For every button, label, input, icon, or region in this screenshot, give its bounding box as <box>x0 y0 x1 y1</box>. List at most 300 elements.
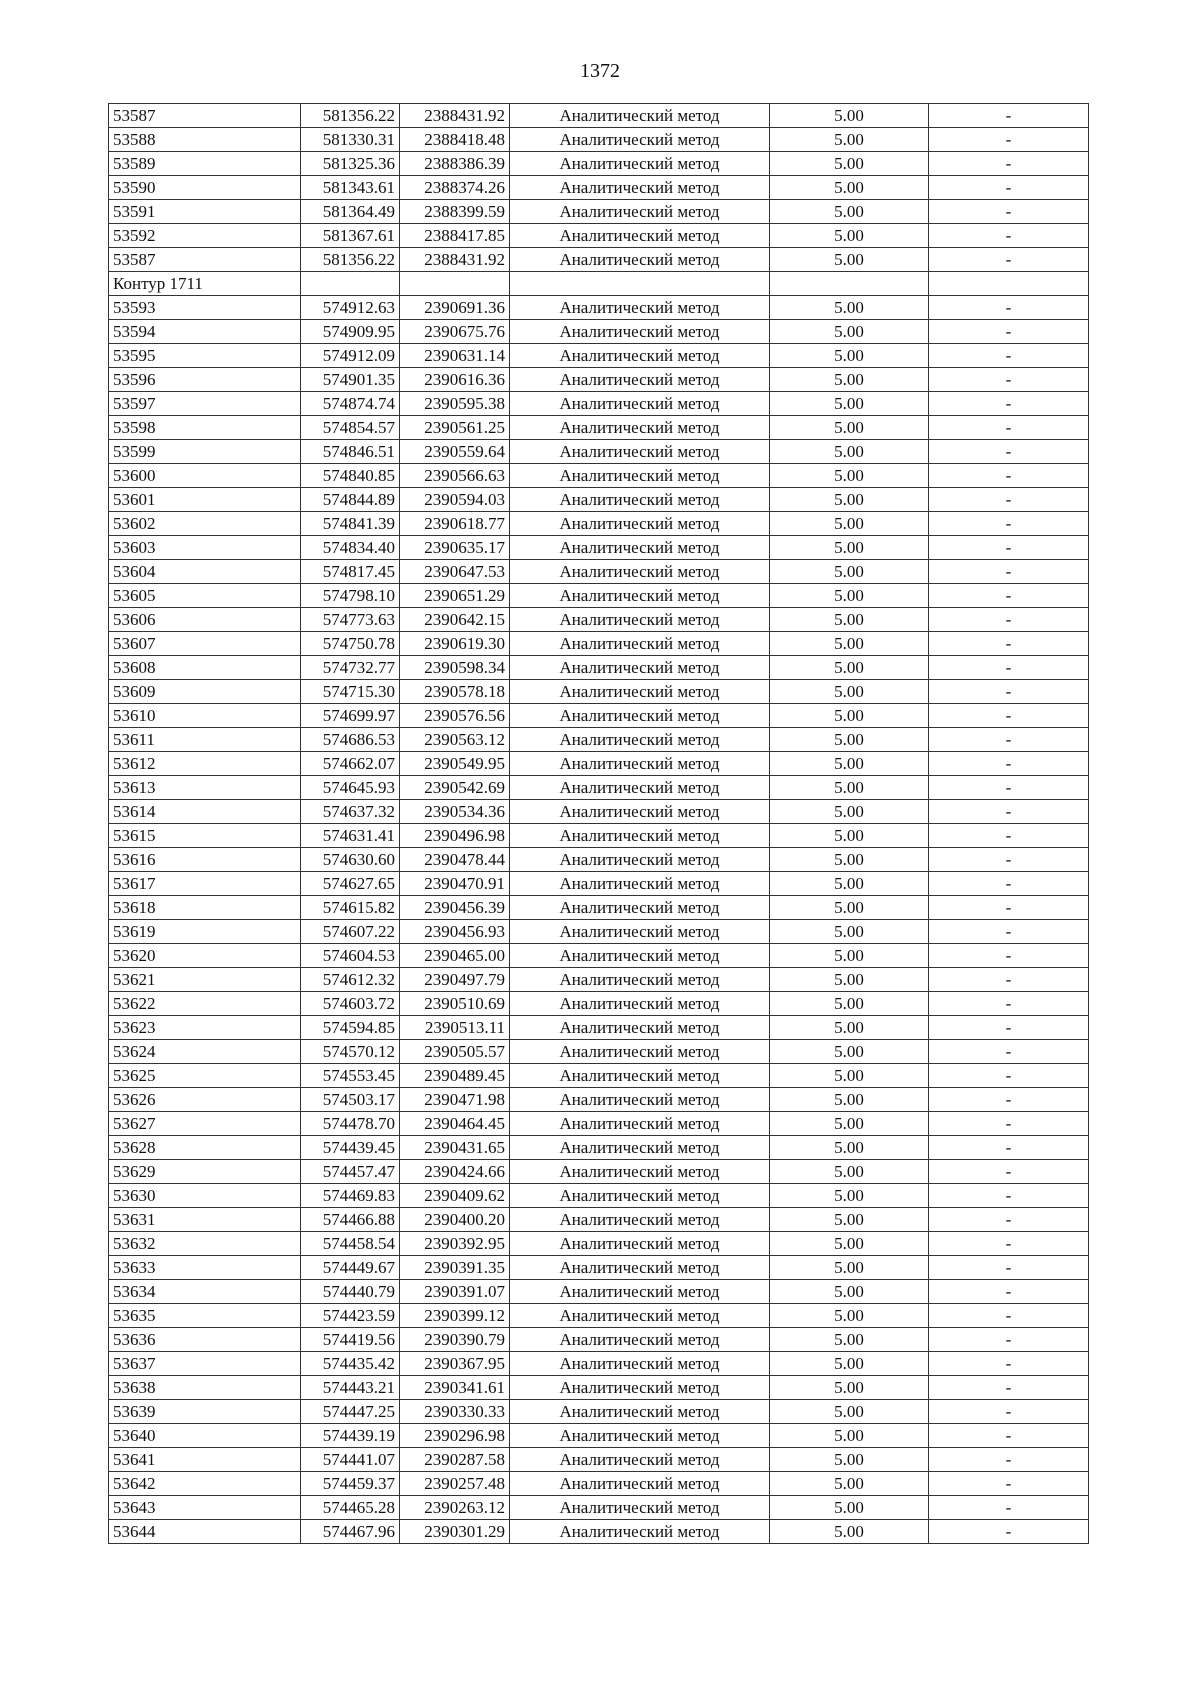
description-cell: - <box>929 128 1089 152</box>
x-coordinate-cell: 574846.51 <box>301 440 400 464</box>
method-cell: Аналитический метод <box>510 872 770 896</box>
description-cell: - <box>929 800 1089 824</box>
table-row <box>109 1448 1089 1472</box>
y-coordinate-cell: 2390456.93 <box>400 920 510 944</box>
accuracy-cell: 5.00 <box>770 1280 929 1304</box>
x-coordinate-cell: 574553.45 <box>301 1064 400 1088</box>
accuracy-cell: 5.00 <box>770 1472 929 1496</box>
coordinates-table <box>108 103 1089 1544</box>
description-cell: - <box>929 1400 1089 1424</box>
y-coordinate-cell: 2390578.18 <box>400 680 510 704</box>
method-cell: Аналитический метод <box>510 1232 770 1256</box>
method-cell: Аналитический метод <box>510 416 770 440</box>
table-row <box>109 656 1089 680</box>
method-cell: Аналитический метод <box>510 1280 770 1304</box>
method-cell: Аналитический метод <box>510 368 770 392</box>
method-cell: Аналитический метод <box>510 968 770 992</box>
method-cell: Аналитический метод <box>510 656 770 680</box>
point-id-cell: 53626 <box>109 1088 301 1112</box>
table-row <box>109 392 1089 416</box>
point-id-cell: 53617 <box>109 872 301 896</box>
y-coordinate-cell: 2390510.69 <box>400 992 510 1016</box>
y-coordinate-cell: 2390489.45 <box>400 1064 510 1088</box>
x-coordinate-cell: 574715.30 <box>301 680 400 704</box>
y-coordinate-cell: 2390618.77 <box>400 512 510 536</box>
accuracy-cell: 5.00 <box>770 656 929 680</box>
point-id-cell: 53638 <box>109 1376 301 1400</box>
description-cell: - <box>929 440 1089 464</box>
description-cell: - <box>929 464 1089 488</box>
method-cell: Аналитический метод <box>510 1496 770 1520</box>
x-coordinate-cell: 574750.78 <box>301 632 400 656</box>
y-coordinate-cell: 2390465.00 <box>400 944 510 968</box>
accuracy-cell: 5.00 <box>770 128 929 152</box>
accuracy-cell: 5.00 <box>770 152 929 176</box>
point-id-cell: 53599 <box>109 440 301 464</box>
x-coordinate-cell: 574630.60 <box>301 848 400 872</box>
point-id-cell: 53615 <box>109 824 301 848</box>
table-row <box>109 512 1089 536</box>
table-row <box>109 728 1089 752</box>
table-row <box>109 800 1089 824</box>
x-coordinate-cell: 574645.93 <box>301 776 400 800</box>
point-id-cell: 53587 <box>109 104 301 128</box>
accuracy-cell: 5.00 <box>770 1040 929 1064</box>
description-cell: - <box>929 200 1089 224</box>
point-id-cell: 53605 <box>109 584 301 608</box>
method-cell: Аналитический метод <box>510 728 770 752</box>
point-id-cell: 53611 <box>109 728 301 752</box>
accuracy-cell: 5.00 <box>770 464 929 488</box>
point-id-cell: 53640 <box>109 1424 301 1448</box>
method-cell: Аналитический метод <box>510 1520 770 1544</box>
point-id-cell: 53639 <box>109 1400 301 1424</box>
accuracy-cell: 5.00 <box>770 896 929 920</box>
description-cell: - <box>929 704 1089 728</box>
method-cell: Аналитический метод <box>510 752 770 776</box>
point-id-cell: 53631 <box>109 1208 301 1232</box>
table-row <box>109 608 1089 632</box>
table-row <box>109 968 1089 992</box>
accuracy-cell: 5.00 <box>770 608 929 632</box>
table-row <box>109 248 1089 272</box>
y-coordinate-cell: 2390563.12 <box>400 728 510 752</box>
point-id-cell: 53627 <box>109 1112 301 1136</box>
description-cell: - <box>929 1160 1089 1184</box>
y-coordinate-cell: 2390424.66 <box>400 1160 510 1184</box>
x-coordinate-cell: 581367.61 <box>301 224 400 248</box>
x-coordinate-cell: 574662.07 <box>301 752 400 776</box>
point-id-cell: 53619 <box>109 920 301 944</box>
table-row <box>109 368 1089 392</box>
accuracy-cell: 5.00 <box>770 440 929 464</box>
description-cell: - <box>929 680 1089 704</box>
table-row <box>109 1400 1089 1424</box>
x-coordinate-cell: 574594.85 <box>301 1016 400 1040</box>
table-row <box>109 1232 1089 1256</box>
y-coordinate-cell: 2388431.92 <box>400 248 510 272</box>
accuracy-cell: 5.00 <box>770 1064 929 1088</box>
method-cell <box>510 272 770 296</box>
x-coordinate-cell: 574604.53 <box>301 944 400 968</box>
x-coordinate-cell: 574439.19 <box>301 1424 400 1448</box>
x-coordinate-cell: 574449.67 <box>301 1256 400 1280</box>
table-row <box>109 896 1089 920</box>
contour-label: Контур 1711 <box>109 272 301 296</box>
y-coordinate-cell: 2390594.03 <box>400 488 510 512</box>
method-cell: Аналитический метод <box>510 1208 770 1232</box>
description-cell: - <box>929 608 1089 632</box>
point-id-cell: 53594 <box>109 320 301 344</box>
accuracy-cell: 5.00 <box>770 344 929 368</box>
table-row <box>109 1112 1089 1136</box>
table-row <box>109 440 1089 464</box>
method-cell: Аналитический метод <box>510 608 770 632</box>
x-coordinate-cell: 574441.07 <box>301 1448 400 1472</box>
y-coordinate-cell: 2390675.76 <box>400 320 510 344</box>
accuracy-cell: 5.00 <box>770 704 929 728</box>
description-cell: - <box>929 1304 1089 1328</box>
description-cell: - <box>929 320 1089 344</box>
method-cell: Аналитический метод <box>510 296 770 320</box>
description-cell <box>929 272 1089 296</box>
accuracy-cell: 5.00 <box>770 512 929 536</box>
point-id-cell: 53596 <box>109 368 301 392</box>
x-coordinate-cell: 574457.47 <box>301 1160 400 1184</box>
table-row <box>109 632 1089 656</box>
x-coordinate-cell: 581343.61 <box>301 176 400 200</box>
method-cell: Аналитический метод <box>510 464 770 488</box>
method-cell: Аналитический метод <box>510 680 770 704</box>
accuracy-cell: 5.00 <box>770 248 929 272</box>
y-coordinate-cell: 2390296.98 <box>400 1424 510 1448</box>
method-cell: Аналитический метод <box>510 1400 770 1424</box>
table-row <box>109 1256 1089 1280</box>
x-coordinate-cell: 581356.22 <box>301 104 400 128</box>
y-coordinate-cell: 2390471.98 <box>400 1088 510 1112</box>
description-cell: - <box>929 1232 1089 1256</box>
accuracy-cell: 5.00 <box>770 1496 929 1520</box>
x-coordinate-cell: 574834.40 <box>301 536 400 560</box>
method-cell: Аналитический метод <box>510 1088 770 1112</box>
description-cell: - <box>929 632 1089 656</box>
table-row <box>109 296 1089 320</box>
y-coordinate-cell: 2390391.35 <box>400 1256 510 1280</box>
x-coordinate-cell: 574612.32 <box>301 968 400 992</box>
description-cell: - <box>929 896 1089 920</box>
description-cell: - <box>929 1040 1089 1064</box>
table-row <box>109 200 1089 224</box>
y-coordinate-cell: 2388374.26 <box>400 176 510 200</box>
x-coordinate-cell: 574627.65 <box>301 872 400 896</box>
accuracy-cell: 5.00 <box>770 968 929 992</box>
description-cell: - <box>929 512 1089 536</box>
y-coordinate-cell: 2390651.29 <box>400 584 510 608</box>
accuracy-cell: 5.00 <box>770 1112 929 1136</box>
x-coordinate-cell: 574443.21 <box>301 1376 400 1400</box>
table-row <box>109 1016 1089 1040</box>
accuracy-cell: 5.00 <box>770 872 929 896</box>
y-coordinate-cell <box>400 272 510 296</box>
x-coordinate-cell: 574435.42 <box>301 1352 400 1376</box>
table-row <box>109 1064 1089 1088</box>
page-number: 1372 <box>580 60 620 82</box>
y-coordinate-cell: 2388399.59 <box>400 200 510 224</box>
x-coordinate-cell: 574841.39 <box>301 512 400 536</box>
method-cell: Аналитический метод <box>510 848 770 872</box>
accuracy-cell: 5.00 <box>770 224 929 248</box>
point-id-cell: 53618 <box>109 896 301 920</box>
y-coordinate-cell: 2390619.30 <box>400 632 510 656</box>
method-cell: Аналитический метод <box>510 776 770 800</box>
x-coordinate-cell: 574631.41 <box>301 824 400 848</box>
table-row <box>109 1472 1089 1496</box>
x-coordinate-cell: 574798.10 <box>301 584 400 608</box>
method-cell: Аналитический метод <box>510 440 770 464</box>
description-cell: - <box>929 1352 1089 1376</box>
y-coordinate-cell: 2390505.57 <box>400 1040 510 1064</box>
point-id-cell: 53588 <box>109 128 301 152</box>
method-cell: Аналитический метод <box>510 992 770 1016</box>
description-cell: - <box>929 920 1089 944</box>
accuracy-cell: 5.00 <box>770 944 929 968</box>
description-cell: - <box>929 1520 1089 1544</box>
description-cell: - <box>929 1280 1089 1304</box>
point-id-cell: 53609 <box>109 680 301 704</box>
x-coordinate-cell: 574686.53 <box>301 728 400 752</box>
method-cell: Аналитический метод <box>510 944 770 968</box>
x-coordinate-cell: 574699.97 <box>301 704 400 728</box>
table-row <box>109 704 1089 728</box>
table-row <box>109 416 1089 440</box>
method-cell: Аналитический метод <box>510 1040 770 1064</box>
description-cell: - <box>929 1448 1089 1472</box>
table-row <box>109 752 1089 776</box>
accuracy-cell: 5.00 <box>770 176 929 200</box>
table-row <box>109 1520 1089 1544</box>
method-cell: Аналитический метод <box>510 584 770 608</box>
x-coordinate-cell: 574607.22 <box>301 920 400 944</box>
table-row <box>109 944 1089 968</box>
method-cell: Аналитический метод <box>510 1160 770 1184</box>
point-id-cell: 53613 <box>109 776 301 800</box>
point-id-cell: 53637 <box>109 1352 301 1376</box>
x-coordinate-cell: 574423.59 <box>301 1304 400 1328</box>
y-coordinate-cell: 2390263.12 <box>400 1496 510 1520</box>
accuracy-cell: 5.00 <box>770 752 929 776</box>
y-coordinate-cell: 2390456.39 <box>400 896 510 920</box>
table-row <box>109 992 1089 1016</box>
accuracy-cell: 5.00 <box>770 1328 929 1352</box>
x-coordinate-cell: 581364.49 <box>301 200 400 224</box>
point-id-cell: 53592 <box>109 224 301 248</box>
y-coordinate-cell: 2390301.29 <box>400 1520 510 1544</box>
method-cell: Аналитический метод <box>510 560 770 584</box>
point-id-cell: 53595 <box>109 344 301 368</box>
description-cell: - <box>929 1496 1089 1520</box>
x-coordinate-cell: 574439.45 <box>301 1136 400 1160</box>
method-cell: Аналитический метод <box>510 920 770 944</box>
description-cell: - <box>929 536 1089 560</box>
point-id-cell: 53642 <box>109 1472 301 1496</box>
method-cell: Аналитический метод <box>510 1112 770 1136</box>
method-cell: Аналитический метод <box>510 344 770 368</box>
method-cell: Аналитический метод <box>510 104 770 128</box>
x-coordinate-cell: 574465.28 <box>301 1496 400 1520</box>
x-coordinate-cell: 581325.36 <box>301 152 400 176</box>
method-cell: Аналитический метод <box>510 536 770 560</box>
description-cell: - <box>929 1088 1089 1112</box>
description-cell: - <box>929 992 1089 1016</box>
accuracy-cell <box>770 272 929 296</box>
accuracy-cell: 5.00 <box>770 1520 929 1544</box>
accuracy-cell: 5.00 <box>770 200 929 224</box>
description-cell: - <box>929 248 1089 272</box>
accuracy-cell: 5.00 <box>770 680 929 704</box>
method-cell: Аналитический метод <box>510 200 770 224</box>
table-row <box>109 680 1089 704</box>
description-cell: - <box>929 1208 1089 1232</box>
x-coordinate-cell: 574844.89 <box>301 488 400 512</box>
y-coordinate-cell: 2390566.63 <box>400 464 510 488</box>
accuracy-cell: 5.00 <box>770 728 929 752</box>
description-cell: - <box>929 416 1089 440</box>
accuracy-cell: 5.00 <box>770 1400 929 1424</box>
x-coordinate-cell: 574912.63 <box>301 296 400 320</box>
accuracy-cell: 5.00 <box>770 824 929 848</box>
point-id-cell: 53608 <box>109 656 301 680</box>
x-coordinate-cell: 574901.35 <box>301 368 400 392</box>
point-id-cell: 53633 <box>109 1256 301 1280</box>
method-cell: Аналитический метод <box>510 704 770 728</box>
accuracy-cell: 5.00 <box>770 296 929 320</box>
y-coordinate-cell: 2390513.11 <box>400 1016 510 1040</box>
point-id-cell: 53597 <box>109 392 301 416</box>
x-coordinate-cell: 581330.31 <box>301 128 400 152</box>
table-row <box>109 536 1089 560</box>
table-row <box>109 872 1089 896</box>
table-row <box>109 776 1089 800</box>
table-row <box>109 464 1089 488</box>
accuracy-cell: 5.00 <box>770 1088 929 1112</box>
accuracy-cell: 5.00 <box>770 632 929 656</box>
point-id-cell: 53641 <box>109 1448 301 1472</box>
y-coordinate-cell: 2388418.48 <box>400 128 510 152</box>
description-cell: - <box>929 344 1089 368</box>
accuracy-cell: 5.00 <box>770 104 929 128</box>
table-row <box>109 1328 1089 1352</box>
y-coordinate-cell: 2390399.12 <box>400 1304 510 1328</box>
method-cell: Аналитический метод <box>510 1448 770 1472</box>
y-coordinate-cell: 2390631.14 <box>400 344 510 368</box>
y-coordinate-cell: 2390559.64 <box>400 440 510 464</box>
x-coordinate-cell <box>301 272 400 296</box>
point-id-cell: 53629 <box>109 1160 301 1184</box>
x-coordinate-cell: 574840.85 <box>301 464 400 488</box>
description-cell: - <box>929 752 1089 776</box>
x-coordinate-cell: 574615.82 <box>301 896 400 920</box>
y-coordinate-cell: 2390470.91 <box>400 872 510 896</box>
x-coordinate-cell: 581356.22 <box>301 248 400 272</box>
y-coordinate-cell: 2390497.79 <box>400 968 510 992</box>
table-row <box>109 1184 1089 1208</box>
y-coordinate-cell: 2388386.39 <box>400 152 510 176</box>
accuracy-cell: 5.00 <box>770 488 929 512</box>
y-coordinate-cell: 2390287.58 <box>400 1448 510 1472</box>
description-cell: - <box>929 152 1089 176</box>
method-cell: Аналитический метод <box>510 1376 770 1400</box>
y-coordinate-cell: 2390598.34 <box>400 656 510 680</box>
table-row <box>109 224 1089 248</box>
y-coordinate-cell: 2390341.61 <box>400 1376 510 1400</box>
point-id-cell: 53616 <box>109 848 301 872</box>
accuracy-cell: 5.00 <box>770 1376 929 1400</box>
method-cell: Аналитический метод <box>510 224 770 248</box>
x-coordinate-cell: 574466.88 <box>301 1208 400 1232</box>
method-cell: Аналитический метод <box>510 152 770 176</box>
y-coordinate-cell: 2390642.15 <box>400 608 510 632</box>
table-row <box>109 176 1089 200</box>
method-cell: Аналитический метод <box>510 896 770 920</box>
point-id-cell: 53607 <box>109 632 301 656</box>
y-coordinate-cell: 2390647.53 <box>400 560 510 584</box>
table-row <box>109 344 1089 368</box>
point-id-cell: 53630 <box>109 1184 301 1208</box>
y-coordinate-cell: 2390409.62 <box>400 1184 510 1208</box>
y-coordinate-cell: 2390635.17 <box>400 536 510 560</box>
point-id-cell: 53600 <box>109 464 301 488</box>
accuracy-cell: 5.00 <box>770 416 929 440</box>
y-coordinate-cell: 2390330.33 <box>400 1400 510 1424</box>
description-cell: - <box>929 1136 1089 1160</box>
point-id-cell: 53643 <box>109 1496 301 1520</box>
point-id-cell: 53590 <box>109 176 301 200</box>
accuracy-cell: 5.00 <box>770 1232 929 1256</box>
method-cell: Аналитический метод <box>510 1304 770 1328</box>
point-id-cell: 53587 <box>109 248 301 272</box>
point-id-cell: 53602 <box>109 512 301 536</box>
point-id-cell: 53635 <box>109 1304 301 1328</box>
coordinates-table-body <box>109 104 1089 1544</box>
method-cell: Аналитический метод <box>510 1184 770 1208</box>
accuracy-cell: 5.00 <box>770 584 929 608</box>
x-coordinate-cell: 574817.45 <box>301 560 400 584</box>
description-cell: - <box>929 296 1089 320</box>
accuracy-cell: 5.00 <box>770 1424 929 1448</box>
point-id-cell: 53606 <box>109 608 301 632</box>
method-cell: Аналитический метод <box>510 1472 770 1496</box>
accuracy-cell: 5.00 <box>770 848 929 872</box>
x-coordinate-cell: 574570.12 <box>301 1040 400 1064</box>
point-id-cell: 53603 <box>109 536 301 560</box>
method-cell: Аналитический метод <box>510 320 770 344</box>
point-id-cell: 53598 <box>109 416 301 440</box>
description-cell: - <box>929 728 1089 752</box>
description-cell: - <box>929 368 1089 392</box>
x-coordinate-cell: 574440.79 <box>301 1280 400 1304</box>
accuracy-cell: 5.00 <box>770 1256 929 1280</box>
x-coordinate-cell: 574447.25 <box>301 1400 400 1424</box>
y-coordinate-cell: 2390431.65 <box>400 1136 510 1160</box>
description-cell: - <box>929 1184 1089 1208</box>
method-cell: Аналитический метод <box>510 1136 770 1160</box>
description-cell: - <box>929 1472 1089 1496</box>
method-cell: Аналитический метод <box>510 392 770 416</box>
table-row <box>109 1040 1089 1064</box>
description-cell: - <box>929 968 1089 992</box>
y-coordinate-cell: 2390367.95 <box>400 1352 510 1376</box>
accuracy-cell: 5.00 <box>770 1208 929 1232</box>
